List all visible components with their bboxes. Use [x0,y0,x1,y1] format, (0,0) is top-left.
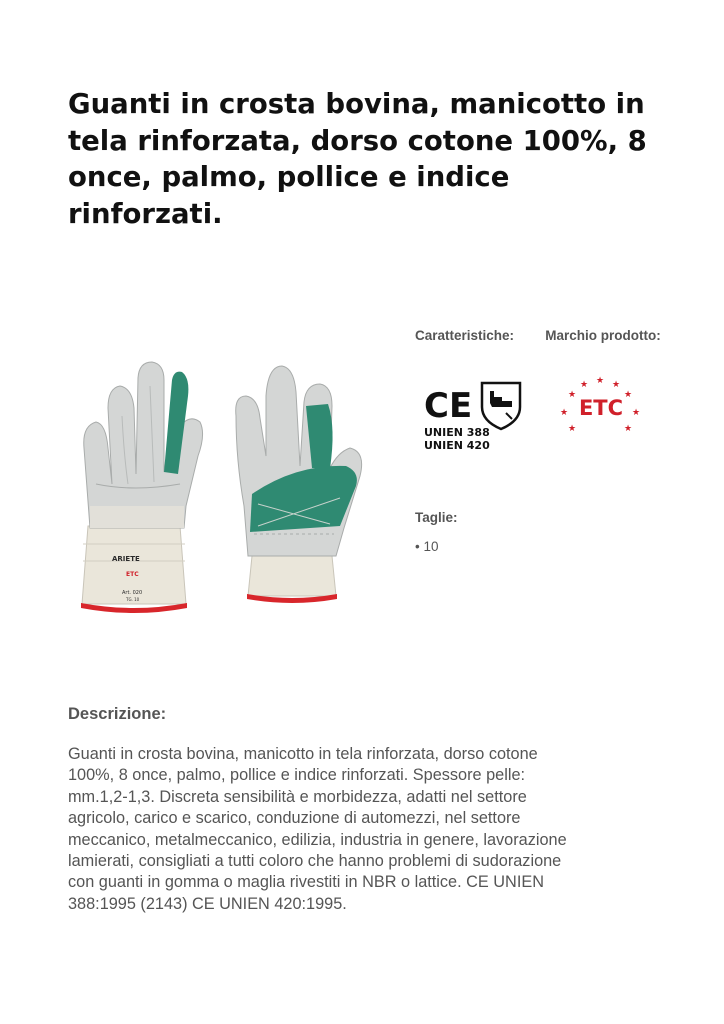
svg-text:★: ★ [624,390,633,400]
ce-mark-icon: CE [424,386,473,426]
cuff-brand-text: ARIETE [112,555,140,563]
svg-text:★: ★ [568,390,577,400]
certification-icons [424,381,524,451]
svg-text:★: ★ [612,380,621,390]
svg-text:★: ★ [632,408,641,418]
size-list-item: • 10 [415,539,439,554]
svg-text:★: ★ [580,380,589,390]
cuff-size-text: TG. 10 [126,597,140,602]
caratteristiche-label: Caratteristiche: [415,328,515,343]
glove-back-image [81,362,203,613]
product-image [68,356,398,618]
description-label: Descrizione: [68,705,167,723]
mechanical-risk-icon [482,383,520,429]
glove-palm-image [236,366,362,603]
standard-420-text: UNIEN 420 [424,439,490,451]
svg-text:★: ★ [568,424,577,434]
taglie-label: Taglie: [415,510,458,525]
svg-text:★: ★ [596,376,605,386]
standard-388-text: UNIEN 388 [424,426,490,439]
description-text: Guanti in crosta bovina, manicotto in tela rinforzata, dorso cotone 100%, 8 once, palmo, pollice e indice rinforzati. Spessore pelle: mm.1,2-1,3. Discreta sensibilità e morbidezza, adatti nel settore agricolo, carico e scarico, conduzione di automezzi, nel settore meccanico, metalmeccanico, edilizia, industria in genere, lavorazione lamierati, consigliati a tutti coloro che hanno problemi di sudorazione con guanti in gomma o maglia rivestiti in NBR o lattice. CE UNIEN 388:1995 (2143) CE UNIEN 420:1995. [68,745,567,913]
brand-logo [558,373,644,435]
product-title: Guanti in crosta bovina, manicotto in tela rinforzata, dorso cotone 100%, 8 once, palmo, pollice e indice rinforzati. [68,88,647,230]
brand-logo-text: ETC [578,396,624,420]
cuff-mark-text: ETC [126,571,139,578]
marchio-label: Marchio prodotto: [545,328,661,343]
size-value: 10 [423,539,439,554]
svg-text:★: ★ [624,424,633,434]
svg-text:★: ★ [560,408,569,418]
cuff-article-text: Art. 020 [122,590,143,596]
